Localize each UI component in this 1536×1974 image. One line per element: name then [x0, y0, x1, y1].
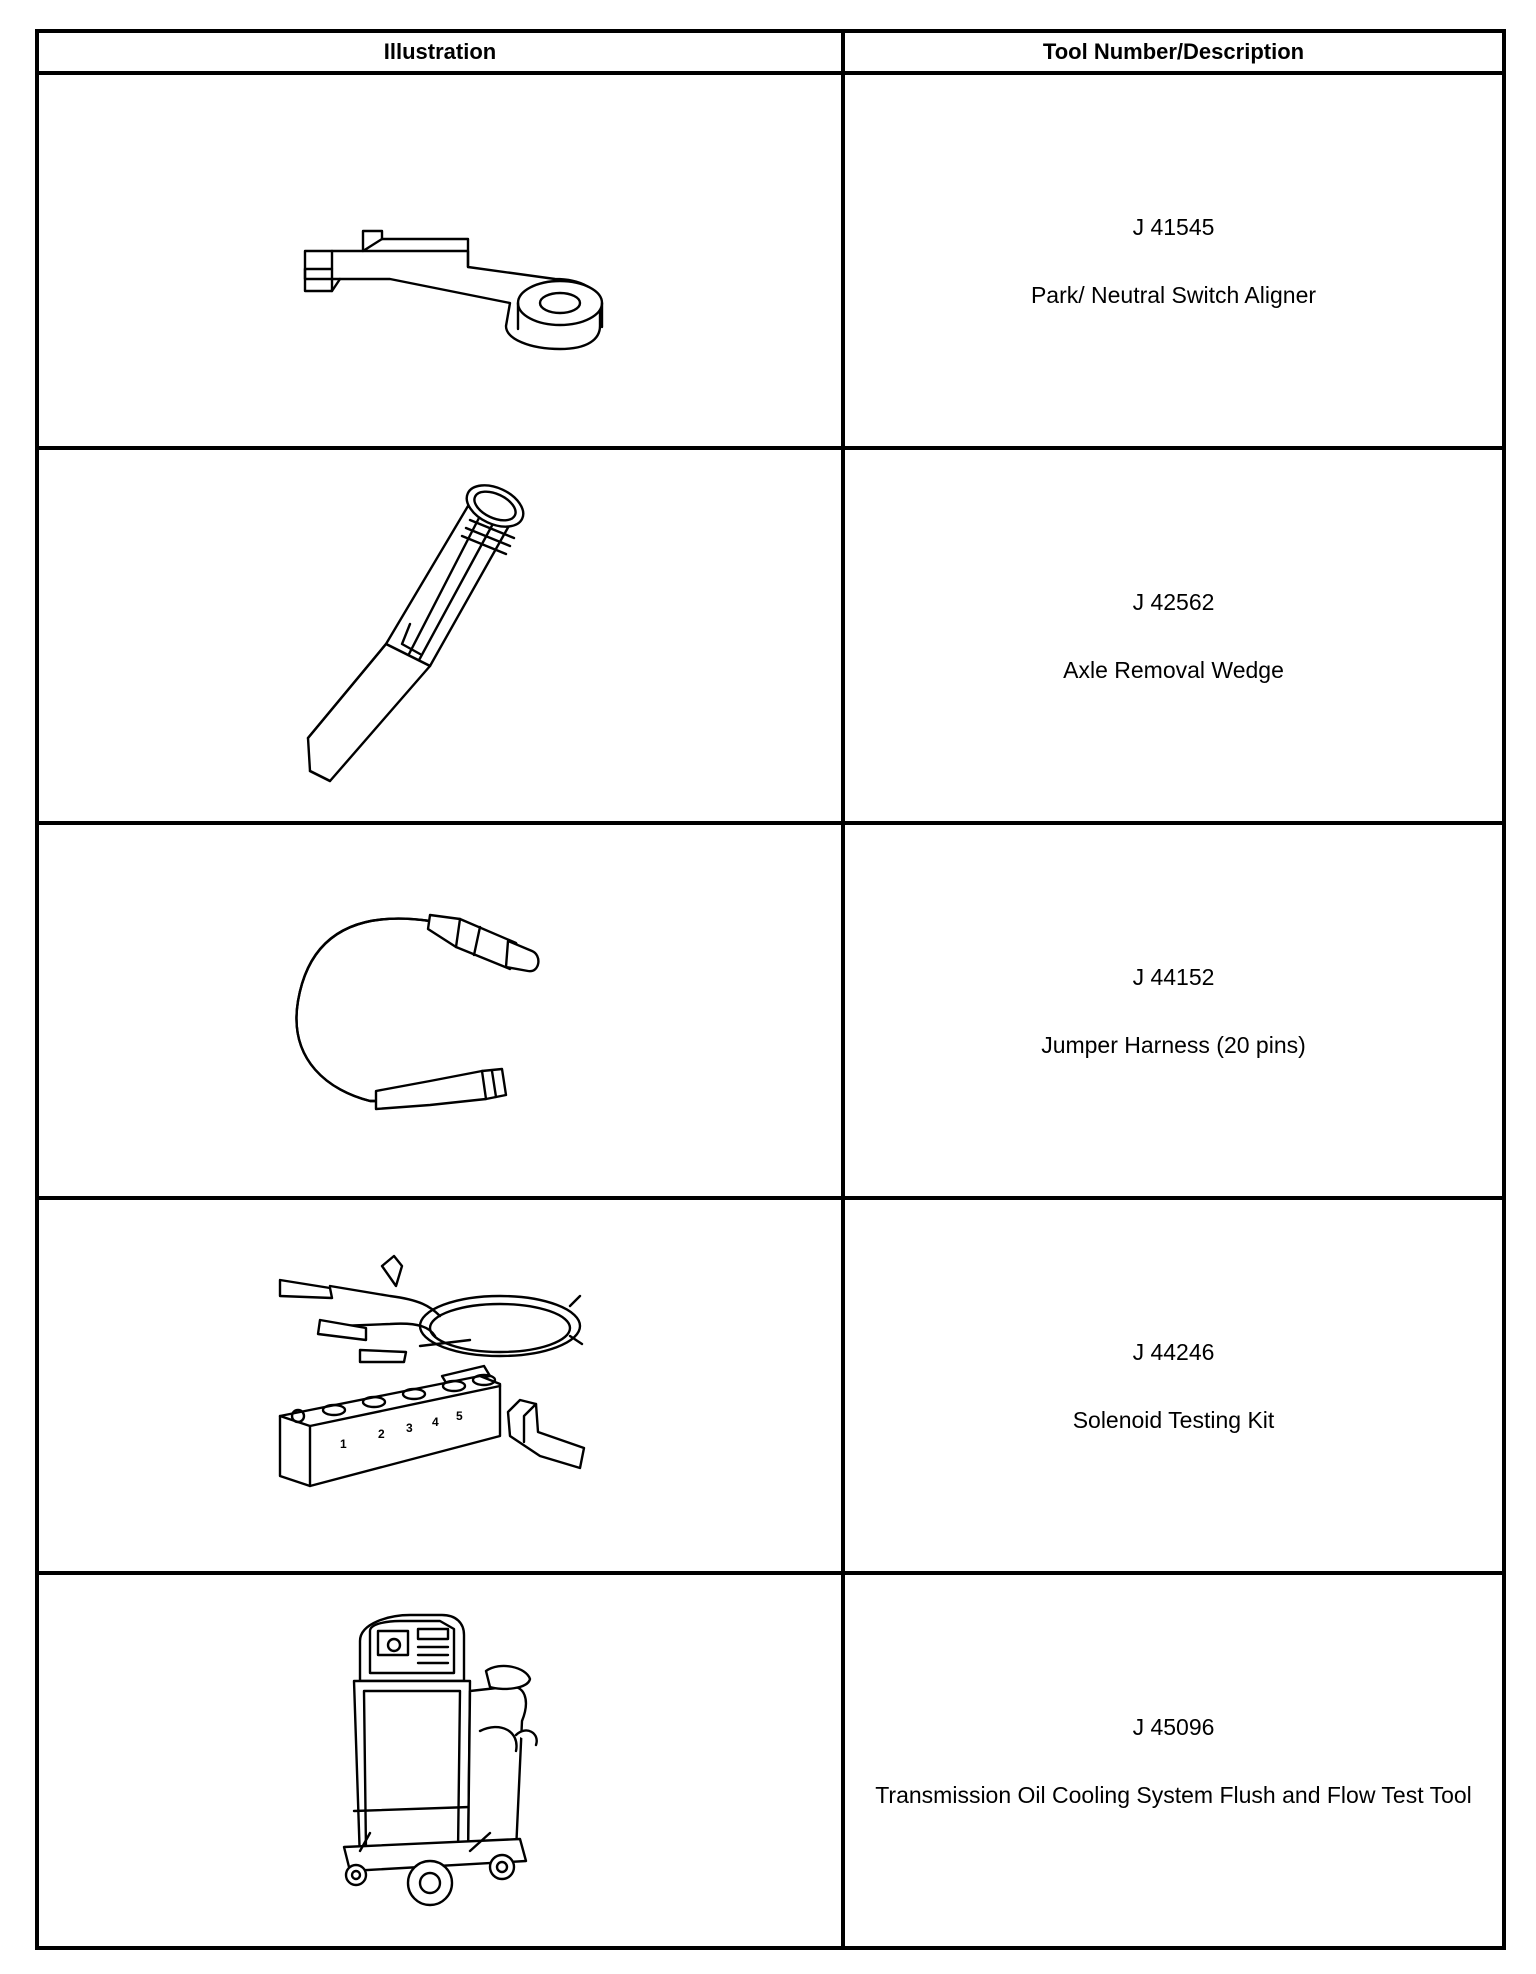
tool-number: J 41545	[1132, 213, 1215, 240]
park-neutral-switch-aligner-icon	[270, 171, 610, 351]
illustration-cell	[37, 823, 843, 1198]
solenoid-testing-kit-icon	[270, 1236, 610, 1536]
kit-port-label: 5	[456, 1408, 463, 1423]
tool-description: Park/ Neutral Switch Aligner	[1030, 281, 1317, 308]
tool-description-cell	[843, 448, 1504, 823]
tool-number: J 45096	[1132, 1713, 1215, 1740]
tool-number: J 42562	[1132, 588, 1215, 615]
illustration-cell	[37, 1198, 843, 1573]
kit-port-label: 3	[406, 1420, 413, 1435]
flush-flow-test-tool-icon	[330, 1611, 550, 1911]
kit-port-label: 4	[432, 1414, 439, 1429]
table-header-row	[37, 31, 1504, 73]
kit-port-label: 2	[378, 1426, 385, 1441]
table-row	[37, 1573, 1504, 1948]
illustration-column-header: Illustration	[37, 31, 843, 73]
table-row	[37, 1198, 1504, 1573]
tool-number: J 44246	[1132, 1338, 1215, 1365]
jumper-harness-icon	[270, 891, 610, 1131]
illustration-cell	[37, 73, 843, 448]
axle-removal-wedge-icon	[290, 476, 590, 796]
illustration-cell	[37, 448, 843, 823]
tool-description: Solenoid Testing Kit	[1072, 1406, 1275, 1433]
tool-number: J 44152	[1132, 963, 1215, 990]
tool-description-cell	[843, 1573, 1504, 1948]
table-row	[37, 448, 1504, 823]
table-row	[37, 823, 1504, 1198]
tool-description: Jumper Harness (20 pins)	[1041, 1031, 1306, 1058]
table-row	[37, 73, 1504, 448]
tool-description: Transmission Oil Cooling System Flush and Flow Test Tool	[875, 1781, 1472, 1808]
kit-port-label: 1	[340, 1436, 347, 1451]
tool-description-cell	[843, 73, 1504, 448]
tool-description-cell	[843, 1198, 1504, 1573]
tool-column-header: Tool Number/Description	[843, 31, 1504, 73]
tool-description-cell	[843, 823, 1504, 1198]
tool-description: Axle Removal Wedge	[1063, 656, 1284, 683]
special-tools-table	[35, 29, 1506, 1950]
illustration-cell	[37, 1573, 843, 1948]
